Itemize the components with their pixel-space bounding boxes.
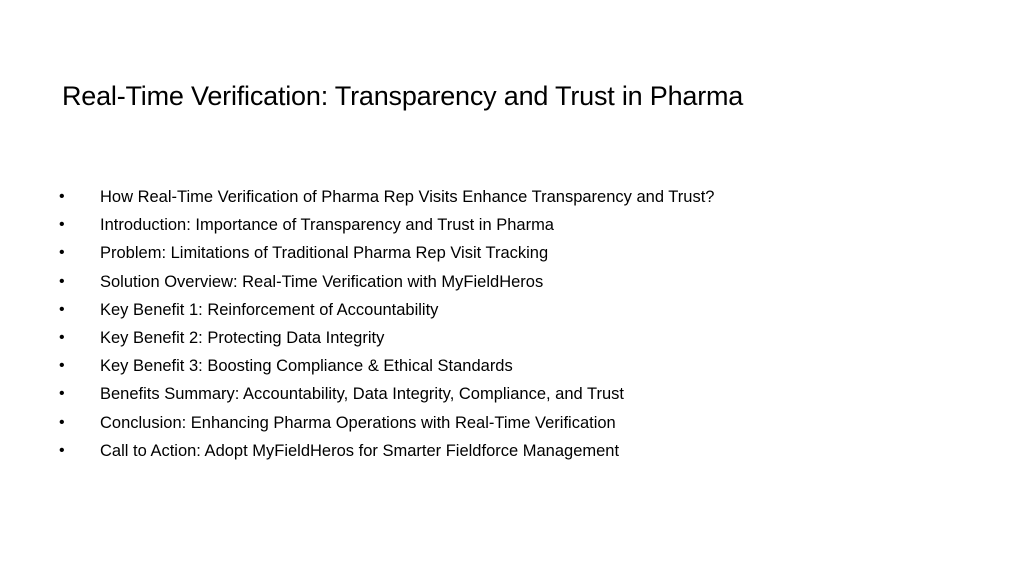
- bullet-dot: •: [59, 188, 65, 205]
- bullet-text: Key Benefit 1: Reinforcement of Accountability: [100, 300, 439, 319]
- bullet-text: Key Benefit 2: Protecting Data Integrity: [100, 328, 385, 347]
- bullet-dot: •: [59, 272, 65, 290]
- bullet-text: Call to Action: Adopt MyFieldHeros for Smarter Fieldforce Management: [100, 441, 620, 460]
- bullet-dot: •: [59, 413, 65, 431]
- bullet-dot: •: [59, 385, 65, 403]
- bullet-dot: •: [59, 441, 65, 459]
- bullet-text: Solution Overview: Real-Time Verification with MyFieldHeros: [100, 272, 544, 291]
- bullet-dot: •: [59, 357, 65, 375]
- bullet-dot: •: [59, 244, 65, 262]
- bullet-dot: •: [59, 328, 65, 346]
- slide-title: Real-Time Verification: Transparency and Trust in Pharma: [62, 81, 744, 111]
- bullet-text: Problem: Limitations of Traditional Pharma Rep Visit Tracking: [100, 244, 549, 263]
- bullet-dot: •: [59, 216, 65, 234]
- bullet-text: Conclusion: Enhancing Pharma Operations with Real-Time Verification: [100, 413, 616, 432]
- bullet-text: Benefits Summary: Accountability, Data Integrity, Compliance, and Trust: [100, 385, 624, 404]
- bullet-dot: •: [59, 300, 65, 318]
- bullet-text: How Real-Time Verification of Pharma Rep Visits Enhance Transparency and Trust?: [100, 188, 715, 206]
- bullet-text: Introduction: Importance of Transparency and Trust in Pharma: [100, 216, 554, 235]
- bullet-text: Key Benefit 3: Boosting Compliance & Ethical Standards: [100, 357, 513, 376]
